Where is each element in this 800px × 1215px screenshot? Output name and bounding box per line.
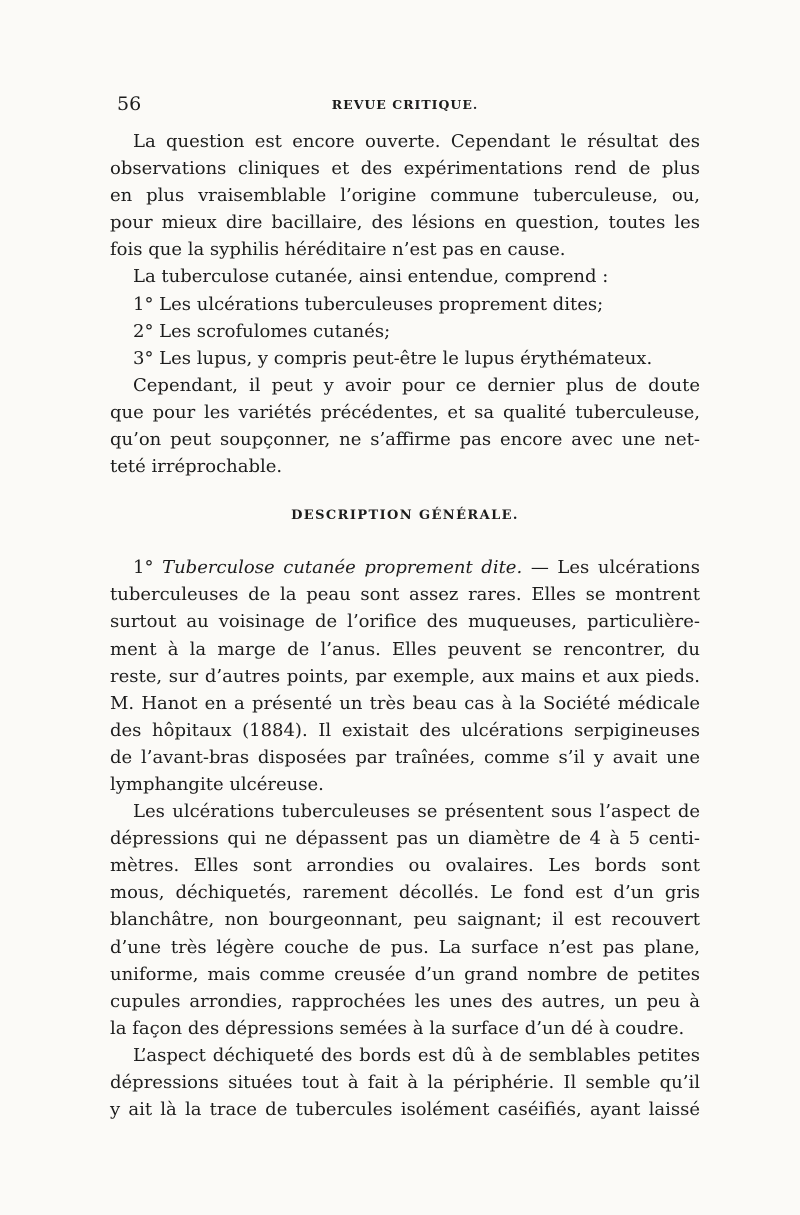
text-line: des hôpitaux (1884). Il existait des ulcérations serpigineuses — [110, 719, 700, 741]
text-line: pour mieux dire bacillaire, des lésions en question, toutes les — [110, 212, 700, 234]
section-heading: DESCRIPTION GÉNÉRALE. — [291, 508, 519, 524]
text-line: que pour les variétés précédentes, et sa qualité tuberculeuse, — [110, 401, 700, 423]
text-line: la façon des dépressions semées à la surface d’un dé à coudre. — [110, 1017, 685, 1039]
text-line: de l’avant-bras disposées par traînées, comme s’il y avait une — [110, 746, 700, 768]
paragraph-2: La tuberculose cutanée, ainsi entendue, comprend : — [133, 266, 609, 288]
text-line: teté irréprochable. — [110, 456, 283, 478]
run-in-title: Tuberculose cutanée proprement dite. — [162, 557, 523, 579]
text-line: uniforme, mais comme creusée d’un grand nombre de petites — [110, 963, 700, 985]
page-header — [110, 92, 700, 128]
enumeration-list — [110, 291, 700, 372]
text-line: dépressions situées tout à fait à la périphérie. Il semble qu’il — [110, 1072, 700, 1093]
text-line — [110, 554, 700, 581]
list-item: 1° Les ulcérations tuberculeuses proprement dites; — [133, 293, 604, 315]
text-line: M. Hanot en a présenté un très beau cas à la Société médicale — [110, 692, 700, 714]
list-item: 2° Les scrofulomes cutanés; — [133, 320, 391, 342]
text-line: Cependant, il peut y avoir pour ce dernier plus de doute — [133, 374, 700, 396]
text-line: lymphangite ulcéreuse. — [110, 773, 324, 795]
text-line: y ait là la trace de tubercules isolément caséifiés, ayant laissé — [110, 1099, 700, 1121]
text-line: L’aspect déchiqueté des bords est dû à de semblables petites — [133, 1044, 700, 1066]
page-number: 56 — [117, 93, 142, 115]
list-item: 3° Les lupus, y compris peut-être le lupus érythémateux. — [133, 347, 653, 369]
text-line: surtout au voisinage de l’orifice des muqueuses, particulière- — [110, 611, 700, 633]
text-line: qu’on peut soupçonner, ne s’affirme pas encore avec une net- — [110, 429, 700, 451]
text-line: fois que la syphilis héréditaire n’est pas en cause. — [110, 239, 566, 261]
text-line: reste, sur d’autres points, par exemple, aux mains et aux pieds. — [110, 665, 700, 687]
text-line: observations cliniques et des expérimentations rend de plus — [110, 158, 700, 180]
text-line: mous, déchiquetés, rarement décollés. Le fond est d’un gris — [110, 882, 700, 904]
text-line: ment à la marge de l’anus. Elles peuvent se rencontrer, du — [110, 638, 700, 660]
text-line: La question est encore ouverte. Cependant le résultat des — [133, 131, 700, 152]
running-title: REVUE CRITIQUE. — [331, 97, 479, 112]
text-line: tuberculeuses de la peau sont assez rares. Elles se montrent — [110, 584, 700, 606]
run-in-number: 1° — [133, 557, 154, 579]
text-line: cupules arrondies, rapprochées les unes des autres, un peu à — [110, 990, 700, 1012]
text-line: blanchâtre, non bourgeonnant, peu saignant; il est recouvert — [110, 909, 700, 931]
paragraph-5 — [110, 798, 700, 1042]
paragraph-4 — [110, 554, 700, 798]
text-line: dépressions qui ne dépassent pas un diamètre de 4 à 5 centi- — [110, 828, 700, 850]
text-line: en plus vraisemblable l’origine commune tuberculeuse, ou, — [110, 185, 700, 207]
text-line: mètres. Elles sont arrondies ou ovalaires. Les bords sont — [110, 855, 700, 877]
first-line-rest: — Les ulcérations — [530, 557, 700, 579]
text-line: d’une très légère couche de pus. La surface n’est pas plane, — [110, 936, 700, 958]
paragraph-3 — [110, 372, 700, 480]
text-line: Les ulcérations tuberculeuses se présentent sous l’aspect de — [133, 801, 700, 823]
paragraph-1 — [110, 128, 700, 263]
book-page — [110, 92, 700, 1123]
paragraph-6 — [110, 1042, 700, 1123]
